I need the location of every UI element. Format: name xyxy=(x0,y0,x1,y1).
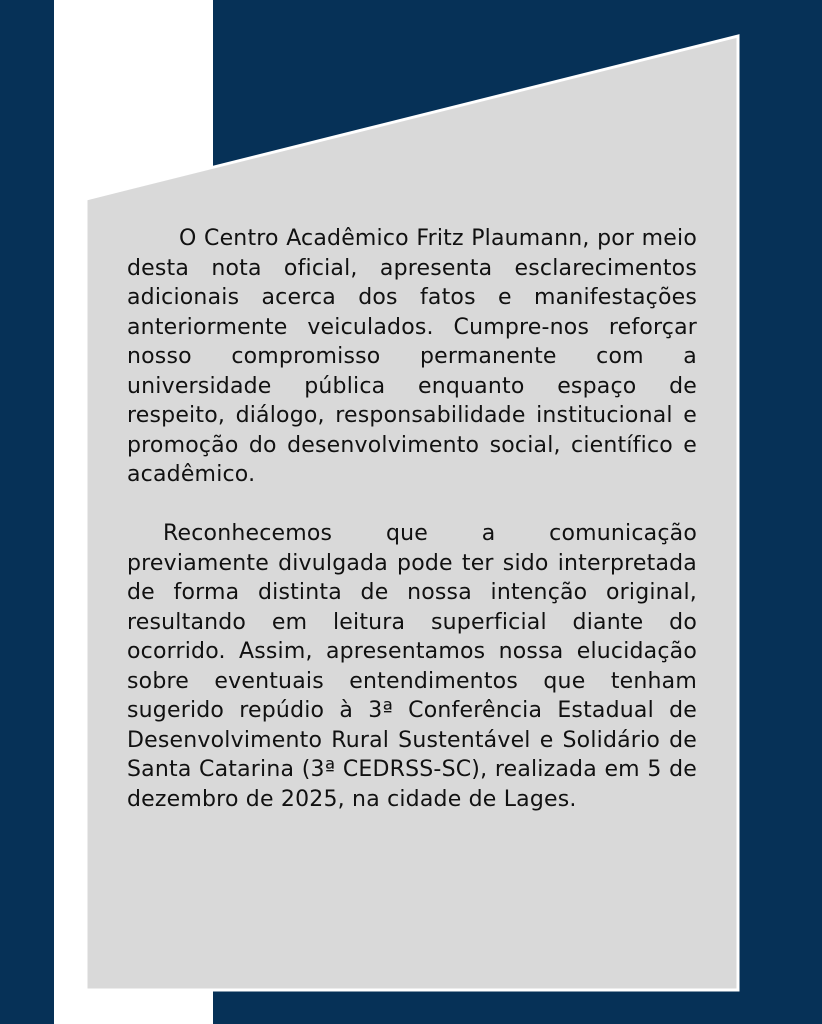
note-paragraph-2: Reconhecemos que a comunicação previamente divulgada pode ter sido interpretada de forma distinta de nossa intenção original, resultando em leitura superficial diante do ocorrido. Assim, apresentamos nossa elucidação sobre eventuais entendimentos que tenham sugerido repúdio à 3ª Conferência Estadual de Desenvolvimento Rural Sustentável e Solidário de Santa Catarina (3ª CEDRSS-SC), realizada em 5 de dezembro de 2025, na cidade de Lages. xyxy=(127,521,697,812)
note-paragraph-1: O Centro Acadêmico Fritz Plaumann, por meio desta nota oficial, apresenta esclarecimentos adicionais acerca dos fatos e manifestações anteriormente veiculados. Cumpre-nos reforçar nosso compromisso permanente com a universidade pública enquanto espaço de respeito, diálogo, responsabilidade institucional e promoção do desenvolvimento social, científico e acadêmico. xyxy=(127,226,697,487)
note-text xyxy=(127,224,697,814)
